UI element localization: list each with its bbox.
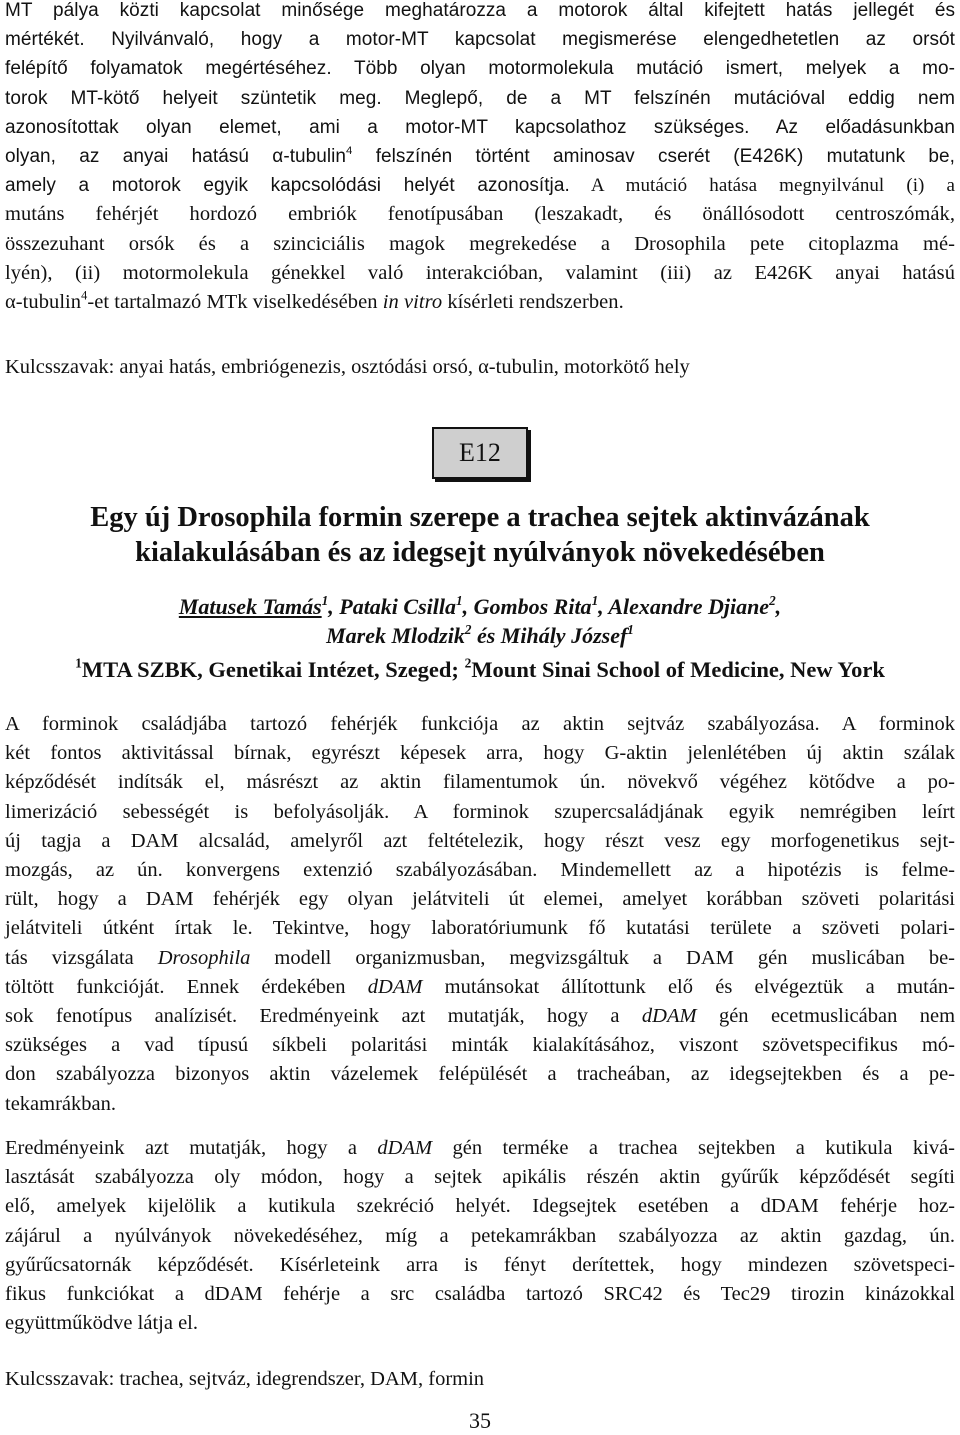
affiliations: [0, 655, 960, 685]
text-line: mértékét. Nyilvánvaló, hogy a motor-MT kapcsolat megismerése elengedhetetlen az orsót: [5, 29, 955, 51]
text-line: [5, 1134, 955, 1163]
abstract-label-box: [432, 427, 528, 479]
text-segment: A mutáció hatása megnyilvánul (i) a: [569, 175, 956, 197]
text-segment: tás vizsgálata: [5, 946, 158, 969]
text-line: lasztását szabályozza oly módon, hogy a sejtek apikális részén aktin gyűrűk képződését segíti: [5, 1166, 955, 1189]
text-line: együttműködve látja el.: [5, 1312, 198, 1335]
text-segment: töltött funkcióját. Ennek érdekében: [5, 975, 368, 998]
superscript: 1: [456, 592, 463, 608]
text-segment: mutánsokat állítottunk elő és elvégeztük a mután-: [422, 975, 955, 998]
superscript: 4: [346, 145, 353, 158]
author-line: [0, 621, 960, 650]
superscript: 2: [464, 655, 472, 671]
superscript: 1: [321, 592, 329, 608]
text-line: [5, 944, 955, 973]
intro-paragraph: [5, 0, 955, 317]
abstract-paragraph: [5, 710, 955, 1119]
abstract-title: [0, 500, 960, 570]
text-segment: olyan, az anyai hatású α-tubulin: [5, 146, 347, 168]
text-line: [5, 171, 955, 200]
text-line: gyűrűcsatornák képződését. Kísérleteink arra is fényt derítettek, hogy mindezen szövetspeci-: [5, 1253, 955, 1276]
text-segment: modell organizmusban, megvizsgáltuk a DAM gén muslicában be-: [250, 946, 956, 969]
presenting-author: Matusek Tamás: [178, 594, 322, 619]
text-line: zájárul a nyúlványok növekedéséhez, míg a petekamrákban szabályozza az aktin gazdag, ún.: [5, 1224, 955, 1247]
text-line: torok MT-kötő helyeit szüntetik meg. Meglepő, de a MT felszínén mutációval eddig nem: [5, 87, 955, 109]
text-line: [5, 142, 955, 171]
text-segment: gén terméke a trachea sejtekben a kutikula kivá-: [432, 1137, 955, 1159]
text-line: lyén), (ii) motormolekula génekkel való interakcióban, valamint (iii) az E426K anyai hatású: [5, 261, 955, 284]
text-segment: sok fenotípus analízisét. Eredményeink azt mutatják, hogy a: [5, 1005, 642, 1028]
text-line: mozgás, az ún. konvergens extenzió szabályozásában. Mindemellett az a hipotézis is felme-: [5, 859, 955, 882]
text-line: elő, amelyek kijelölik a kutikula szekréció helyét. Idegsejtek esetében a dDAM fehérje hoz-: [5, 1195, 955, 1218]
affiliation: MTA SZBK, Genetikai Intézet, Szeged;: [81, 657, 465, 682]
author: Marek Mlodzik: [326, 623, 465, 648]
text-line: fikus funkciókat a dDAM fehérje a src családba tartozó SRC42 és Tec29 tirozin kinázokkal: [5, 1283, 955, 1306]
italic-text: dDAM: [367, 975, 423, 998]
superscript: 2: [769, 592, 776, 608]
text-line: jelátviteli útként írtak le. Tekintve, hogy laboratóriumunk fő kutatási területe a szöveti polari-: [5, 917, 955, 940]
italic-text: in vitro: [382, 291, 443, 314]
text-segment: amely a motorok egyik kapcsolódási helyét azonosítja.: [5, 175, 570, 197]
keywords-second: Kulcsszavak: trachea, sejtváz, idegrendszer, DAM, formin: [5, 1368, 485, 1390]
author-list: [0, 592, 960, 650]
affiliation: Mount Sinai School of Medicine, New York: [471, 657, 885, 682]
text-segment: -et tartalmazó MTk viselkedésében: [87, 291, 383, 314]
text-line: A forminok családjába tartozó fehérjék funkciója az aktin sejtváz szabályozása. A forminok: [5, 713, 955, 735]
superscript: 4: [81, 288, 88, 303]
title-line: Egy új Drosophila formin szerepe a trachea sejtek aktinvázának: [90, 502, 870, 533]
keywords-first: Kulcsszavak: anyai hatás, embriógenezis, osztódási orsó, α-tubulin, motorkötő hely: [5, 356, 690, 378]
text-segment: kísérleti rendszerben.: [442, 291, 624, 314]
italic-text: dDAM: [377, 1137, 433, 1159]
text-line: mutáns fehérjét hordozó embriók fenotípusában (leszakadt, és önállósodott centroszómák,: [5, 203, 955, 226]
text-segment: felszínén történt aminosav cserét (E426K) mutatunk be,: [352, 146, 955, 168]
text-line: két fontos aktivitással bírnak, egyrészt képesek arra, hogy G-aktin jelenlétében új aktin szálak: [5, 742, 955, 765]
text-line: rült, hogy a DAM fehérjék egy olyan jelátviteli út elemei, amelyet korábban szöveti polaritási: [5, 888, 955, 911]
author: , Alexandre Djiane: [598, 594, 770, 619]
superscript: 1: [591, 592, 599, 608]
superscript: 1: [75, 655, 82, 671]
superscript: 2: [464, 621, 472, 637]
text-line: tekamrákban.: [5, 1092, 116, 1115]
italic-text: Drosophila: [157, 946, 251, 969]
text-segment: α-tubulin: [5, 291, 82, 314]
text-line: limerizáció sebességét is befolyásolják. A forminok szupercsaládjának egyik nemrégiben leírt: [5, 800, 955, 823]
punctuation: ,: [775, 594, 782, 619]
text-line: szükséges a vad típusú síkbeli polaritási minták kialakításához, viszont szövetspecifikus mó-: [5, 1034, 955, 1057]
text-line: összezuhant orsók és a szinciciális magok megrekedése a Drosophila pete citoplazma mé-: [5, 232, 955, 255]
author: , Gombos Rita: [462, 594, 592, 619]
text-line: felépítő folyamatok megértéséhez. Több olyan motormolekula mutáció ismert, melyek a mo-: [5, 58, 955, 80]
abstract-label: E12: [459, 438, 501, 467]
text-segment: Eredményeink azt mutatják, hogy a: [5, 1137, 378, 1159]
text-line: [5, 288, 955, 317]
text-line: MT pálya közti kapcsolat minősége meghatározza a motorok által kifejtett hatás jellegét és: [5, 0, 955, 21]
text-line: [5, 973, 955, 1002]
text-line: [5, 1002, 955, 1031]
text-line: új tagja a DAM alcsalád, amelyről azt feltételezik, hogy részt vesz egy morfogenetikus sejt-: [5, 829, 955, 852]
text-line: azonosítottak olyan elemet, ami a motor-MT kapcsolathoz szükséges. Az előadásunkban: [5, 116, 955, 138]
text-line: don szabályozza bizonyos aktin vázelemek felépülését a tracheában, az idegsejtekben és a pe-: [5, 1063, 955, 1086]
author: , Pataki Csilla: [328, 594, 456, 619]
superscript: 1: [627, 621, 634, 637]
author: és Mihály József: [471, 623, 628, 648]
results-paragraph: [5, 1134, 955, 1338]
title-line: kialakulásában és az idegsejt nyúlványok növekedésében: [135, 537, 825, 568]
text-line: képződését indítsák el, másrészt az aktin filamentumok ún. növekvő végéhez kötődve a po-: [5, 771, 955, 794]
italic-text: dDAM: [641, 1005, 697, 1028]
author-line: [0, 592, 960, 621]
text-segment: gén ecetmuslicában nem: [696, 1005, 956, 1028]
page-number: 35: [469, 1408, 491, 1433]
